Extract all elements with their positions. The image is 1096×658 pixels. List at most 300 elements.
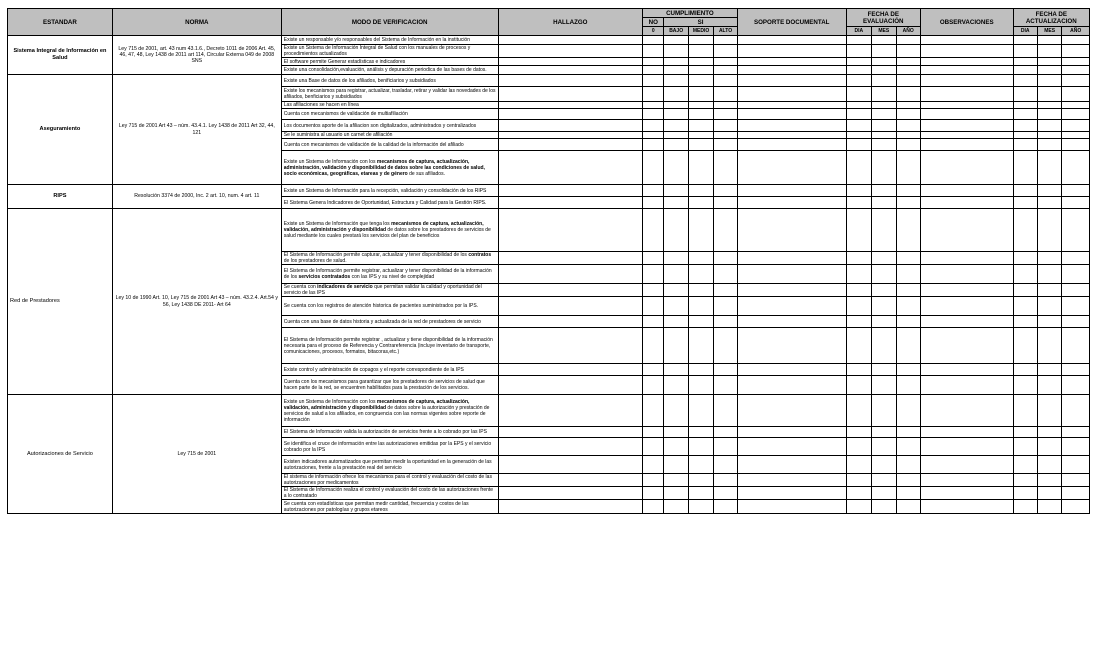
alto-cell[interactable] [714,474,737,487]
observaciones-cell[interactable] [920,376,1013,395]
alto-cell[interactable] [714,316,737,328]
eval-anio-cell[interactable] [896,395,920,427]
alto-cell[interactable] [714,252,737,265]
eval-dia-cell[interactable] [846,139,871,151]
observaciones-cell[interactable] [920,297,1013,316]
act-anio-cell[interactable] [1062,316,1090,328]
eval-mes-cell[interactable] [872,58,896,66]
medio-cell[interactable] [688,209,713,252]
act-dia-cell[interactable] [1013,265,1037,284]
eval-anio-cell[interactable] [896,36,920,45]
alto-cell[interactable] [714,328,737,364]
no-cell[interactable] [643,252,664,265]
act-mes-cell[interactable] [1037,474,1061,487]
act-mes-cell[interactable] [1037,284,1061,297]
observaciones-cell[interactable] [920,139,1013,151]
eval-mes-cell[interactable] [872,487,896,500]
act-mes-cell[interactable] [1037,151,1061,185]
eval-anio-cell[interactable] [896,75,920,87]
eval-dia-cell[interactable] [846,58,871,66]
alto-cell[interactable] [714,139,737,151]
soporte-cell[interactable] [737,102,846,109]
act-dia-cell[interactable] [1013,438,1037,456]
act-dia-cell[interactable] [1013,132,1037,139]
observaciones-cell[interactable] [920,364,1013,376]
act-mes-cell[interactable] [1037,75,1061,87]
observaciones-cell[interactable] [920,36,1013,45]
alto-cell[interactable] [714,297,737,316]
eval-mes-cell[interactable] [872,500,896,514]
eval-mes-cell[interactable] [872,185,896,197]
bajo-cell[interactable] [664,328,688,364]
eval-mes-cell[interactable] [872,252,896,265]
act-dia-cell[interactable] [1013,316,1037,328]
act-mes-cell[interactable] [1037,102,1061,109]
eval-dia-cell[interactable] [846,185,871,197]
act-dia-cell[interactable] [1013,87,1037,102]
hallazgo-cell[interactable] [498,45,643,58]
eval-mes-cell[interactable] [872,297,896,316]
hallazgo-cell[interactable] [498,209,643,252]
eval-dia-cell[interactable] [846,197,871,209]
bajo-cell[interactable] [664,364,688,376]
act-mes-cell[interactable] [1037,139,1061,151]
act-mes-cell[interactable] [1037,87,1061,102]
eval-dia-cell[interactable] [846,487,871,500]
eval-anio-cell[interactable] [896,438,920,456]
hallazgo-cell[interactable] [498,87,643,102]
eval-mes-cell[interactable] [872,151,896,185]
observaciones-cell[interactable] [920,252,1013,265]
no-cell[interactable] [643,474,664,487]
act-mes-cell[interactable] [1037,316,1061,328]
bajo-cell[interactable] [664,474,688,487]
soporte-cell[interactable] [737,456,846,474]
act-mes-cell[interactable] [1037,456,1061,474]
eval-anio-cell[interactable] [896,87,920,102]
alto-cell[interactable] [714,87,737,102]
alto-cell[interactable] [714,487,737,500]
act-mes-cell[interactable] [1037,120,1061,132]
bajo-cell[interactable] [664,487,688,500]
medio-cell[interactable] [688,474,713,487]
eval-mes-cell[interactable] [872,45,896,58]
act-dia-cell[interactable] [1013,58,1037,66]
act-mes-cell[interactable] [1037,364,1061,376]
eval-dia-cell[interactable] [846,87,871,102]
observaciones-cell[interactable] [920,474,1013,487]
no-cell[interactable] [643,265,664,284]
act-anio-cell[interactable] [1062,45,1090,58]
act-anio-cell[interactable] [1062,500,1090,514]
act-anio-cell[interactable] [1062,376,1090,395]
eval-mes-cell[interactable] [872,209,896,252]
alto-cell[interactable] [714,45,737,58]
hallazgo-cell[interactable] [498,456,643,474]
medio-cell[interactable] [688,102,713,109]
act-dia-cell[interactable] [1013,500,1037,514]
alto-cell[interactable] [714,36,737,45]
act-dia-cell[interactable] [1013,139,1037,151]
eval-dia-cell[interactable] [846,120,871,132]
no-cell[interactable] [643,139,664,151]
eval-anio-cell[interactable] [896,102,920,109]
act-mes-cell[interactable] [1037,328,1061,364]
act-dia-cell[interactable] [1013,297,1037,316]
eval-dia-cell[interactable] [846,209,871,252]
no-cell[interactable] [643,438,664,456]
bajo-cell[interactable] [664,265,688,284]
act-anio-cell[interactable] [1062,185,1090,197]
eval-mes-cell[interactable] [872,120,896,132]
soporte-cell[interactable] [737,209,846,252]
act-dia-cell[interactable] [1013,376,1037,395]
hallazgo-cell[interactable] [498,120,643,132]
eval-dia-cell[interactable] [846,36,871,45]
eval-dia-cell[interactable] [846,474,871,487]
alto-cell[interactable] [714,438,737,456]
eval-dia-cell[interactable] [846,132,871,139]
act-anio-cell[interactable] [1062,120,1090,132]
act-mes-cell[interactable] [1037,438,1061,456]
eval-anio-cell[interactable] [896,66,920,75]
eval-mes-cell[interactable] [872,139,896,151]
act-dia-cell[interactable] [1013,36,1037,45]
bajo-cell[interactable] [664,197,688,209]
no-cell[interactable] [643,87,664,102]
eval-dia-cell[interactable] [846,456,871,474]
medio-cell[interactable] [688,364,713,376]
soporte-cell[interactable] [737,132,846,139]
eval-anio-cell[interactable] [896,487,920,500]
bajo-cell[interactable] [664,151,688,185]
alto-cell[interactable] [714,427,737,438]
hallazgo-cell[interactable] [498,474,643,487]
no-cell[interactable] [643,427,664,438]
act-anio-cell[interactable] [1062,102,1090,109]
hallazgo-cell[interactable] [498,316,643,328]
observaciones-cell[interactable] [920,487,1013,500]
act-mes-cell[interactable] [1037,132,1061,139]
medio-cell[interactable] [688,120,713,132]
alto-cell[interactable] [714,109,737,120]
act-dia-cell[interactable] [1013,487,1037,500]
bajo-cell[interactable] [664,66,688,75]
observaciones-cell[interactable] [920,151,1013,185]
hallazgo-cell[interactable] [498,427,643,438]
no-cell[interactable] [643,209,664,252]
eval-mes-cell[interactable] [872,284,896,297]
eval-dia-cell[interactable] [846,297,871,316]
bajo-cell[interactable] [664,102,688,109]
eval-anio-cell[interactable] [896,265,920,284]
no-cell[interactable] [643,395,664,427]
act-mes-cell[interactable] [1037,487,1061,500]
bajo-cell[interactable] [664,36,688,45]
hallazgo-cell[interactable] [498,75,643,87]
act-anio-cell[interactable] [1062,427,1090,438]
observaciones-cell[interactable] [920,132,1013,139]
soporte-cell[interactable] [737,438,846,456]
medio-cell[interactable] [688,151,713,185]
eval-mes-cell[interactable] [872,87,896,102]
eval-mes-cell[interactable] [872,75,896,87]
act-mes-cell[interactable] [1037,36,1061,45]
no-cell[interactable] [643,120,664,132]
alto-cell[interactable] [714,120,737,132]
hallazgo-cell[interactable] [498,395,643,427]
act-dia-cell[interactable] [1013,284,1037,297]
act-anio-cell[interactable] [1062,265,1090,284]
eval-anio-cell[interactable] [896,58,920,66]
medio-cell[interactable] [688,87,713,102]
act-dia-cell[interactable] [1013,66,1037,75]
observaciones-cell[interactable] [920,87,1013,102]
act-dia-cell[interactable] [1013,151,1037,185]
observaciones-cell[interactable] [920,456,1013,474]
eval-anio-cell[interactable] [896,109,920,120]
eval-mes-cell[interactable] [872,364,896,376]
medio-cell[interactable] [688,438,713,456]
hallazgo-cell[interactable] [498,376,643,395]
alto-cell[interactable] [714,376,737,395]
observaciones-cell[interactable] [920,75,1013,87]
medio-cell[interactable] [688,58,713,66]
hallazgo-cell[interactable] [498,132,643,139]
alto-cell[interactable] [714,500,737,514]
hallazgo-cell[interactable] [498,36,643,45]
soporte-cell[interactable] [737,474,846,487]
soporte-cell[interactable] [737,109,846,120]
eval-anio-cell[interactable] [896,316,920,328]
medio-cell[interactable] [688,284,713,297]
act-dia-cell[interactable] [1013,364,1037,376]
act-dia-cell[interactable] [1013,197,1037,209]
observaciones-cell[interactable] [920,284,1013,297]
bajo-cell[interactable] [664,252,688,265]
no-cell[interactable] [643,456,664,474]
bajo-cell[interactable] [664,297,688,316]
act-dia-cell[interactable] [1013,109,1037,120]
bajo-cell[interactable] [664,109,688,120]
act-mes-cell[interactable] [1037,66,1061,75]
eval-dia-cell[interactable] [846,252,871,265]
soporte-cell[interactable] [737,45,846,58]
act-mes-cell[interactable] [1037,45,1061,58]
medio-cell[interactable] [688,36,713,45]
act-dia-cell[interactable] [1013,209,1037,252]
hallazgo-cell[interactable] [498,185,643,197]
eval-dia-cell[interactable] [846,102,871,109]
eval-anio-cell[interactable] [896,132,920,139]
soporte-cell[interactable] [737,197,846,209]
eval-anio-cell[interactable] [896,456,920,474]
act-dia-cell[interactable] [1013,474,1037,487]
medio-cell[interactable] [688,197,713,209]
bajo-cell[interactable] [664,75,688,87]
hallazgo-cell[interactable] [498,487,643,500]
soporte-cell[interactable] [737,427,846,438]
eval-dia-cell[interactable] [846,45,871,58]
hallazgo-cell[interactable] [498,500,643,514]
act-dia-cell[interactable] [1013,427,1037,438]
eval-mes-cell[interactable] [872,265,896,284]
medio-cell[interactable] [688,45,713,58]
medio-cell[interactable] [688,75,713,87]
soporte-cell[interactable] [737,66,846,75]
no-cell[interactable] [643,36,664,45]
eval-anio-cell[interactable] [896,139,920,151]
bajo-cell[interactable] [664,45,688,58]
act-dia-cell[interactable] [1013,456,1037,474]
act-anio-cell[interactable] [1062,284,1090,297]
no-cell[interactable] [643,364,664,376]
observaciones-cell[interactable] [920,209,1013,252]
no-cell[interactable] [643,151,664,185]
observaciones-cell[interactable] [920,185,1013,197]
medio-cell[interactable] [688,456,713,474]
eval-dia-cell[interactable] [846,75,871,87]
no-cell[interactable] [643,197,664,209]
medio-cell[interactable] [688,66,713,75]
medio-cell[interactable] [688,252,713,265]
hallazgo-cell[interactable] [498,364,643,376]
soporte-cell[interactable] [737,265,846,284]
bajo-cell[interactable] [664,438,688,456]
medio-cell[interactable] [688,316,713,328]
act-mes-cell[interactable] [1037,376,1061,395]
hallazgo-cell[interactable] [498,297,643,316]
eval-mes-cell[interactable] [872,328,896,364]
no-cell[interactable] [643,500,664,514]
act-dia-cell[interactable] [1013,185,1037,197]
act-dia-cell[interactable] [1013,328,1037,364]
act-mes-cell[interactable] [1037,297,1061,316]
soporte-cell[interactable] [737,328,846,364]
act-mes-cell[interactable] [1037,395,1061,427]
no-cell[interactable] [643,316,664,328]
observaciones-cell[interactable] [920,500,1013,514]
bajo-cell[interactable] [664,139,688,151]
soporte-cell[interactable] [737,364,846,376]
alto-cell[interactable] [714,132,737,139]
soporte-cell[interactable] [737,487,846,500]
eval-anio-cell[interactable] [896,297,920,316]
act-anio-cell[interactable] [1062,328,1090,364]
eval-mes-cell[interactable] [872,66,896,75]
alto-cell[interactable] [714,395,737,427]
no-cell[interactable] [643,328,664,364]
bajo-cell[interactable] [664,58,688,66]
medio-cell[interactable] [688,487,713,500]
hallazgo-cell[interactable] [498,139,643,151]
act-anio-cell[interactable] [1062,297,1090,316]
eval-mes-cell[interactable] [872,474,896,487]
soporte-cell[interactable] [737,120,846,132]
no-cell[interactable] [643,45,664,58]
act-dia-cell[interactable] [1013,75,1037,87]
act-anio-cell[interactable] [1062,474,1090,487]
medio-cell[interactable] [688,328,713,364]
no-cell[interactable] [643,66,664,75]
medio-cell[interactable] [688,297,713,316]
no-cell[interactable] [643,376,664,395]
act-anio-cell[interactable] [1062,209,1090,252]
bajo-cell[interactable] [664,284,688,297]
bajo-cell[interactable] [664,185,688,197]
observaciones-cell[interactable] [920,58,1013,66]
bajo-cell[interactable] [664,120,688,132]
act-anio-cell[interactable] [1062,456,1090,474]
eval-anio-cell[interactable] [896,376,920,395]
hallazgo-cell[interactable] [498,109,643,120]
act-mes-cell[interactable] [1037,252,1061,265]
observaciones-cell[interactable] [920,45,1013,58]
eval-dia-cell[interactable] [846,109,871,120]
act-anio-cell[interactable] [1062,197,1090,209]
act-anio-cell[interactable] [1062,87,1090,102]
act-mes-cell[interactable] [1037,265,1061,284]
bajo-cell[interactable] [664,376,688,395]
eval-anio-cell[interactable] [896,151,920,185]
eval-dia-cell[interactable] [846,284,871,297]
alto-cell[interactable] [714,209,737,252]
eval-anio-cell[interactable] [896,284,920,297]
eval-anio-cell[interactable] [896,45,920,58]
no-cell[interactable] [643,284,664,297]
hallazgo-cell[interactable] [498,102,643,109]
eval-anio-cell[interactable] [896,197,920,209]
alto-cell[interactable] [714,66,737,75]
act-anio-cell[interactable] [1062,75,1090,87]
no-cell[interactable] [643,185,664,197]
eval-anio-cell[interactable] [896,185,920,197]
soporte-cell[interactable] [737,151,846,185]
hallazgo-cell[interactable] [498,265,643,284]
eval-anio-cell[interactable] [896,209,920,252]
act-dia-cell[interactable] [1013,395,1037,427]
act-anio-cell[interactable] [1062,395,1090,427]
medio-cell[interactable] [688,395,713,427]
observaciones-cell[interactable] [920,265,1013,284]
medio-cell[interactable] [688,427,713,438]
eval-dia-cell[interactable] [846,427,871,438]
observaciones-cell[interactable] [920,66,1013,75]
act-anio-cell[interactable] [1062,66,1090,75]
soporte-cell[interactable] [737,500,846,514]
observaciones-cell[interactable] [920,197,1013,209]
no-cell[interactable] [643,102,664,109]
no-cell[interactable] [643,75,664,87]
act-anio-cell[interactable] [1062,109,1090,120]
no-cell[interactable] [643,58,664,66]
act-anio-cell[interactable] [1062,58,1090,66]
eval-dia-cell[interactable] [846,376,871,395]
bajo-cell[interactable] [664,316,688,328]
hallazgo-cell[interactable] [498,284,643,297]
observaciones-cell[interactable] [920,109,1013,120]
soporte-cell[interactable] [737,252,846,265]
hallazgo-cell[interactable] [498,151,643,185]
soporte-cell[interactable] [737,284,846,297]
observaciones-cell[interactable] [920,438,1013,456]
hallazgo-cell[interactable] [498,438,643,456]
hallazgo-cell[interactable] [498,66,643,75]
eval-mes-cell[interactable] [872,438,896,456]
medio-cell[interactable] [688,139,713,151]
hallazgo-cell[interactable] [498,328,643,364]
bajo-cell[interactable] [664,500,688,514]
